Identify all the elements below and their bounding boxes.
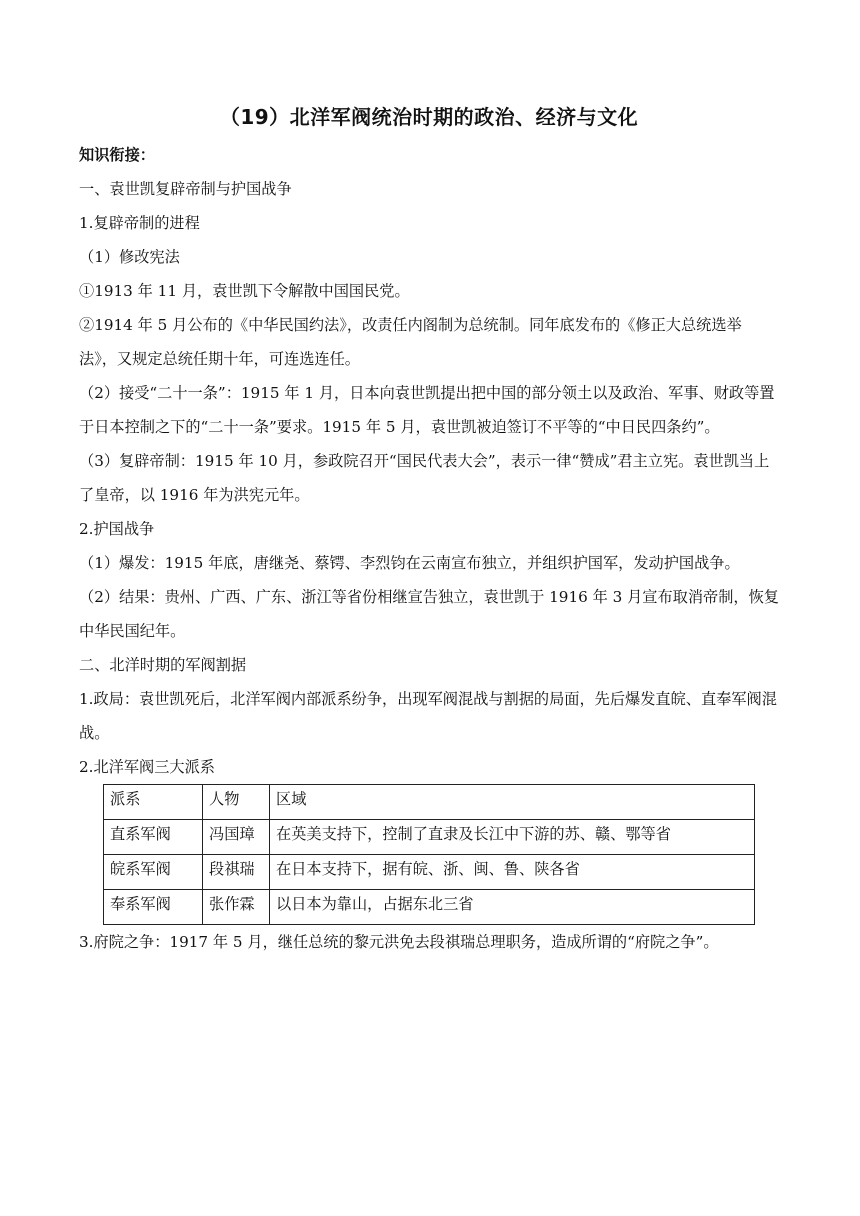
table-header-row xyxy=(104,785,755,820)
table-header-cell: 派系 xyxy=(104,785,203,820)
item-1913: ①1913 年 11 月，袁世凯下令解散中国国民党。 xyxy=(79,282,410,300)
table-cell: 奉系军阀 xyxy=(104,890,203,925)
item-result: （2）结果：贵州、广西、广东、浙江等省份相继宣告独立，袁世凯于 1916 年 3 月宣布取消帝制，恢复中华民国纪年。 xyxy=(79,588,779,640)
table-cell: 在英美支持下，控制了直隶及长江中下游的苏、赣、鄂等省 xyxy=(270,820,755,855)
table-row xyxy=(104,820,755,855)
table-header-cell: 区域 xyxy=(270,785,755,820)
table-cell: 段祺瑞 xyxy=(203,855,270,890)
table-row xyxy=(104,855,755,890)
section-heading-1: 一、袁世凯复辟帝制与护国战争 xyxy=(79,180,292,198)
table-cell: 皖系军阀 xyxy=(104,855,203,890)
table-cell: 直系军阀 xyxy=(104,820,203,855)
item-1914: ②1914 年 5 月公布的《中华民国约法》，改责任内阁制为总统制。同年底发布的《修正大总统选举法》，又规定总统任期十年，可连选连任。 xyxy=(79,316,742,368)
subheading-protect-nation-war: 2.护国战争 xyxy=(79,520,155,538)
table-cell: 以日本为靠山，占据东北三省 xyxy=(270,890,755,925)
factions-table xyxy=(103,784,755,925)
table-header-cell: 人物 xyxy=(203,785,270,820)
section-heading-2: 二、北洋时期的军阀割据 xyxy=(79,656,247,674)
table-cell: 张作霖 xyxy=(203,890,270,925)
item-modify-constitution: （1）修改宪法 xyxy=(79,248,180,266)
item-fuyuan-dispute: 3.府院之争：1917 年 5 月，继任总统的黎元洪免去段祺瑞总理职务，造成所谓的“府院之争”。 xyxy=(79,933,719,951)
section-label: 知识衔接： xyxy=(79,146,155,164)
item-restore-monarchy: （3）复辟帝制：1915 年 10 月，参政院召开“国民代表大会”，表示一律“赞成”君主立宪。袁世凯当上了皇帝，以 1916 年为洪宪元年。 xyxy=(79,452,770,504)
item-political-situation: 1.政局：袁世凯死后，北洋军阀内部派系纷争，出现军阀混战与割据的局面，先后爆发直皖、直奉军阀混战。 xyxy=(79,690,777,742)
document-title: （19）北洋军阀统治时期的政治、经济与文化 xyxy=(219,105,639,129)
item-twenty-one-demands: （2）接受“二十一条”：1915 年 1 月，日本向袁世凯提出把中国的部分领土以及政治、军事、财政等置于日本控制之下的“二十一条”要求。1915 年 5 月，袁世凯被迫签订不平等的“中日民四条约”。 xyxy=(79,384,775,436)
subheading-restoration-process: 1.复辟帝制的进程 xyxy=(79,214,200,232)
item-outbreak: （1）爆发：1915 年底，唐继尧、蔡锷、李烈钧在云南宣布独立，并组织护国军，发动护国战争。 xyxy=(79,554,740,572)
table-cell: 在日本支持下，据有皖、浙、闽、鲁、陕各省 xyxy=(270,855,755,890)
subheading-three-factions: 2.北洋军阀三大派系 xyxy=(79,758,215,776)
table-cell: 冯国璋 xyxy=(203,820,270,855)
table-row xyxy=(104,890,755,925)
document-page xyxy=(79,100,779,959)
